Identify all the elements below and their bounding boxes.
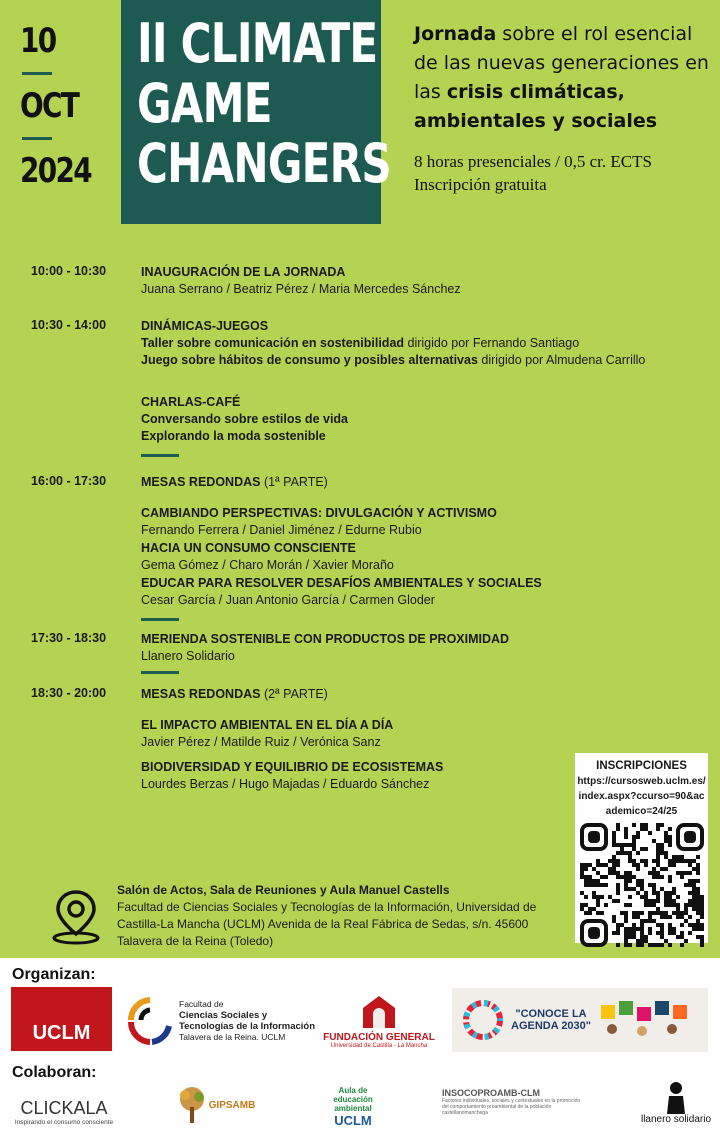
slot-title: MESAS REDONDAS [141,687,261,701]
date-divider [22,72,52,75]
event-hours: 8 horas presenciales / 0,5 cr. ECTS [414,152,652,171]
panel-speakers: Gema Gómez / Charo Morán / Xavier Moraño [141,558,394,572]
registration-url[interactable]: https://cursosweb.uclm.es/index.aspx?ccurso=90&academico=24/25 [577,776,706,817]
event-credits [414,150,714,196]
slot-title: MESAS REDONDAS [141,475,261,489]
slot-title-note: (2ª PARTE) [260,687,328,701]
slot-time: 17:30 - 18:30 [31,631,107,645]
agenda-2030-banner [452,988,708,1052]
fundacion-emblem-icon [361,994,397,1030]
date-month: OCT [20,86,79,126]
venue-title: Salón de Actos, Sala de Reuniones y Aula Manuel Castells [117,883,450,897]
facultad-logo: Facultad de Ciencias Sociales y Tecnologías de la Información Talavera de la Reina. UCLM [127,992,317,1050]
panel-speakers: Cesar García / Juan Antonio García / Carmen Gloder [141,593,435,607]
collaborators-label: Colaboran: [12,1064,97,1081]
event-title-box [121,0,391,224]
panel-title: EL IMPACTO AMBIENTAL EN EL DÍA A DÍA [141,718,394,732]
llanero-solidario-logo: llanero solidario [638,1076,714,1128]
schedule-slot [0,474,720,505]
registration-box [575,753,708,943]
agenda-text: "CONOCE LA AGENDA 2030" [511,1008,592,1032]
panel-title: EDUCAR PARA RESOLVER DESAFÍOS AMBIENTALES Y SOCIALES [141,576,542,590]
intro-lead: Jornada [414,23,497,45]
tree-icon [175,1085,209,1125]
panel-speakers: Fernando Ferrera / Daniel Jiménez / Edurne Rubio [141,523,422,537]
slot-time: 10:00 - 10:30 [31,264,107,278]
slot-speakers: Juana Serrano / Beatriz Pérez / Maria Mercedes Sánchez [141,282,461,296]
intro-text: sobre el rol esencial de las nuevas generaciones en las [414,23,709,103]
slot-speakers: Llanero Solidario [141,649,235,663]
schedule [0,264,720,794]
schedule-slot [0,631,720,671]
slot-title: MERIENDA SOSTENIBLE CON PRODUCTOS DE PROXIMIDAD [141,632,510,646]
title-line-3: CHANGERS [137,132,391,195]
panel [0,575,720,618]
activity-item: Taller sobre comunicación en sostenibilidad dirigido por Fernando Santiago [141,336,580,350]
date-year: 2024 [20,151,92,191]
slot-title-note: (1ª PARTE) [260,475,328,489]
venue-address: Facultad de Ciencias Sociales y Tecnologías de la Información, Universidad de Castilla-La Mancha (UCLM) Avenida de la Real Fábrica de Sedas, s/n. 45600 Talavera de la Reina (Toledo) [117,900,537,948]
subsection-title: CHARLAS-CAFÉ [141,395,241,409]
panel-speakers: Javier Pérez / Matilde Ruiz / Verónica Sanz [141,735,381,749]
schedule-slot [0,686,720,717]
people-illustration-icon [597,995,697,1045]
event-registration-note: Inscripción gratuita [414,175,547,194]
panel-title: BIODIVERSIDAD Y EQUILIBRIO DE ECOSISTEMAS [141,760,444,774]
date-divider [22,137,52,140]
venue-info [117,882,567,950]
panel-speakers: Lourdes Berzas / Hugo Majadas / Eduardo Sánchez [141,777,430,791]
aula-educacion-ambiental-logo: Aula de educación ambiental UCLM [333,1086,373,1128]
facultad-emblem-icon [127,996,173,1046]
slot-time: 16:00 - 17:30 [31,474,107,488]
uclm-logo: UCLM [11,987,112,1051]
insocoproamb-logo: INSOCOPROAMB-CLM Factores individuales, sociales y contextuales en la promoción del comportamiento proambiental de la población castellanomanchega [442,1088,581,1116]
slot-title: DINÁMICAS-JUEGOS [141,319,269,333]
activity-item: Juego sobre hábitos de consumo y posibles alternativas dirigido por Almudena Carrillo [141,353,646,367]
intro-topic: crisis climáticas, ambientales y sociales [414,81,658,132]
slot-time: 18:30 - 20:00 [31,686,107,700]
qr-code-icon[interactable] [580,823,704,947]
title-line-1: II CLIMATE [137,12,378,75]
schedule-slot [0,318,720,394]
panel [0,540,720,575]
date-day: 10 [20,21,56,61]
title-line-2: GAME [137,72,272,135]
schedule-slot [0,264,720,318]
panel-title: CAMBIANDO PERSPECTIVAS: DIVULGACIÓN Y ACTIVISMO [141,506,497,520]
slot-time: 10:30 - 14:00 [31,318,107,332]
event-description [414,20,714,136]
registration-title: INSCRIPCIONES [596,760,687,772]
subsection-item: Conversando sobre estilos de vida [141,412,349,426]
schedule-subsection [0,394,720,454]
panel-title: HACIA UN CONSUMO CONSCIENTE [141,541,356,555]
slot-title: INAUGURACIÓN DE LA JORNADA [141,265,346,279]
clickala-logo: CLICKALA Inspirando el consumo consciente [14,1098,114,1126]
location-pin-icon [50,888,102,946]
gipsamb-logo: GIPSAMB [170,1082,260,1128]
llanero-figure-icon [661,1080,691,1114]
sdg-wheel-icon [463,1000,503,1040]
organizers-label: Organizan: [12,966,96,983]
event-date [20,21,100,191]
subsection-item: Explorando la moda sostenible [141,429,326,443]
fundacion-general-logo: FUNDACIÓN GENERAL Universidad de Castilla - La Mancha [320,990,438,1052]
panel [0,505,720,540]
